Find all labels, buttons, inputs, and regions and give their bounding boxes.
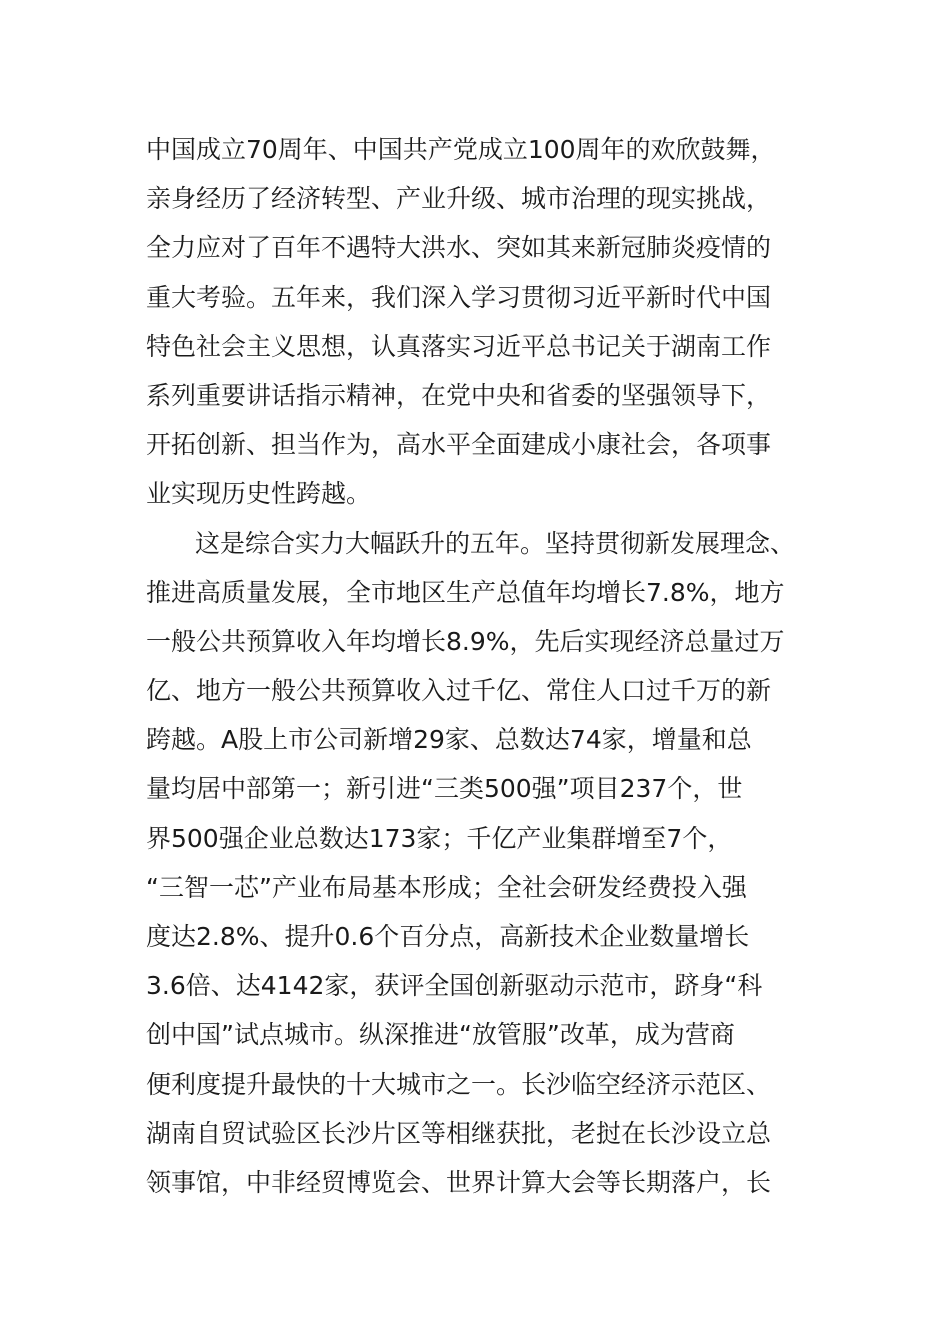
text-line: 全力应对了百年不遇特大洪水、突如其来新冠肺炎疫情的 xyxy=(146,233,772,263)
text-line: 跨越。A股上市公司新增29家、总数达74家，增量和总 xyxy=(146,725,752,755)
body-text xyxy=(146,125,836,1207)
text-line: 创中国”试点城市。纵深推进“放管服”改革，成为营商 xyxy=(146,1020,735,1050)
text-line-indented: 这是综合实力大幅跃升的五年。坚持贯彻新发展理念、 xyxy=(195,528,796,558)
paragraph-2 xyxy=(146,519,836,1208)
text-line: 量均居中部第一；新引进“三类500强”项目237个，世 xyxy=(146,774,743,804)
text-line: 特色社会主义思想，认真落实习近平总书记关于湖南工作 xyxy=(146,331,772,361)
text-line: 业实现历史性跨越。 xyxy=(146,479,372,509)
text-line: 界500强企业总数达173家；千亿产业集群增至7个， xyxy=(146,823,733,853)
text-line: 度达2.8%、提升0.6个百分点，高新技术企业数量增长 xyxy=(146,922,750,951)
text-line: 亲身经历了经济转型、产业升级、城市治理的现实挑战， xyxy=(146,184,772,214)
text-line: 系列重要讲话指示精神，在党中央和省委的坚强领导下， xyxy=(146,380,772,410)
text-line: 亿、地方一般公共预算收入过千亿、常住人口过千万的新 xyxy=(146,676,772,706)
text-line: 中国成立70周年、中国共产党成立100周年的欢欣鼓舞， xyxy=(146,135,776,164)
text-line: 湖南自贸试验区长沙片区等相继获批，老挝在长沙设立总 xyxy=(146,1118,772,1148)
text-line: 推进高质量发展，全市地区生产总值年均增长7.8%，地方 xyxy=(146,577,785,607)
text-line: 开拓创新、担当作为，高水平全面建成小康社会，各项事 xyxy=(146,430,772,460)
text-line: 便利度提升最快的十大城市之一。长沙临空经济示范区、 xyxy=(146,1069,772,1099)
text-line: 领事馆，中非经贸博览会、世界计算大会等长期落户，长 xyxy=(146,1167,772,1197)
text-line: 重大考验。五年来，我们深入学习贯彻习近平新时代中国 xyxy=(146,282,772,312)
paragraph-1 xyxy=(146,125,836,519)
text-line: “三智一芯”产业布局基本形成；全社会研发经费投入强 xyxy=(146,872,747,902)
text-line: 一般公共预算收入年均增长8.9%，先后实现经济总量过万 xyxy=(146,626,785,656)
text-line: 3.6倍、达4142家，获评全国创新驱动示范市，跻身“科 xyxy=(146,971,763,1001)
